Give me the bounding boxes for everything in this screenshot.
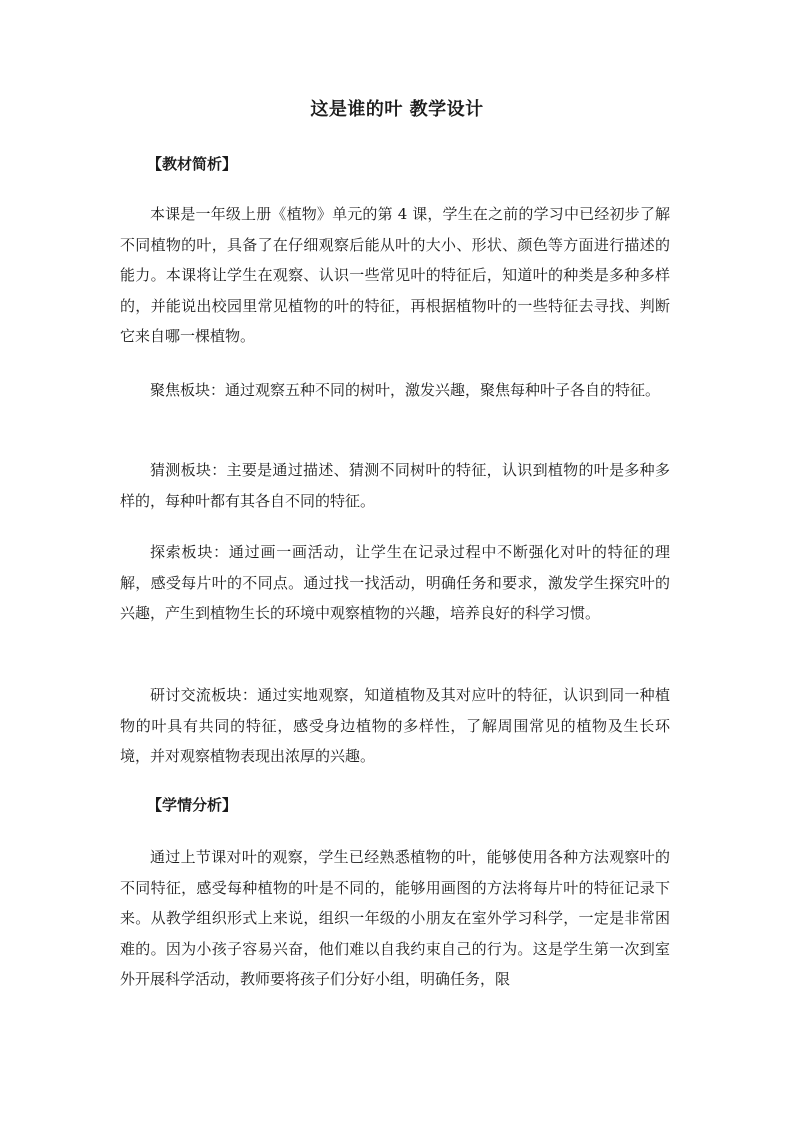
- section-heading-textbook-analysis: 【教材简析】: [147, 155, 238, 173]
- paragraph-student-analysis: 通过上节课对叶的观察，学生已经熟悉植物的叶，能够使用各种方法观察叶的不同特征，感受每种植物的叶是不同的，能够用画图的方法将每片叶的特征记录下来。从教学组织形式上来说，组织一年级的小朋友在室外学习科学，一定是非常困难的。因为小孩子容易兴奋，他们难以自我约束自己的行为。这是学生第一次到室外开展科学活动，教师要将孩子们分好小组，明确任务，限: [120, 848, 670, 988]
- paragraph-focus-block: 聚焦板块：通过观察五种不同的树叶，激发兴趣，聚焦每种叶子各自的特征。: [150, 381, 661, 399]
- paragraph-explore-block: 探索板块：通过画一画活动，让学生在记录过程中不断强化对叶的特征的理解，感受每片叶的不同点。通过找一找活动，明确任务和要求，激发学生探究叶的兴趣，产生到植物生长的环境中观察植物的兴趣，培养良好的科学习惯。: [120, 543, 670, 622]
- paragraph-guess-block: 猜测板块：主要是通过描述、猜测不同树叶的特征，认识到植物的叶是多种多样的，每种叶都有其各自不同的特征。: [120, 461, 670, 510]
- document-title: 这是谁的叶 教学设计: [310, 99, 484, 120]
- section-heading-student-analysis: 【学情分析】: [147, 796, 238, 814]
- paragraph-textbook-intro: 本课是一年级上册《植物》单元的第 4 课，学生在之前的学习中已经初步了解不同植物的叶，具备了在仔细观察后能从叶的大小、形状、颜色等方面进行描述的能力。本课将让学生在观察、认识一些常见叶的特征后，知道叶的种类是多种多样的，并能说出校园里常见植物的叶的特征，再根据植物叶的一些特征去寻找、判断它来自哪一棵植物。: [120, 205, 670, 345]
- paragraph-discussion-block: 研讨交流板块：通过实地观察，知道植物及其对应叶的特征，认识到同一种植物的叶具有共同的特征，感受身边植物的多样性，了解周围常见的植物及生长环境，并对观察植物表现出浓厚的兴趣。: [120, 686, 670, 765]
